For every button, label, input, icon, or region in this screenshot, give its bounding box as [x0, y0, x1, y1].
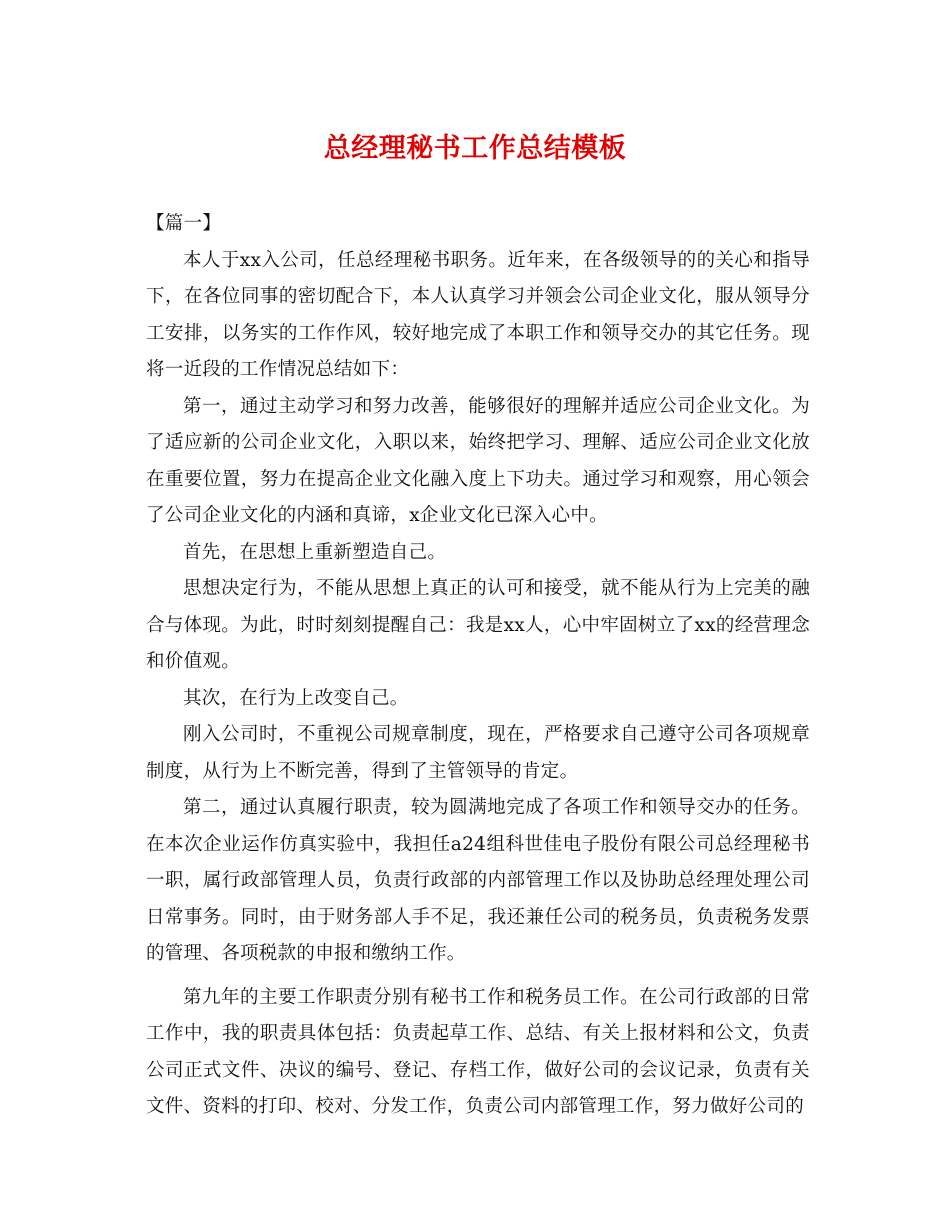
section-heading: 【篇一】 — [146, 213, 222, 234]
paragraph: 刚入公司时，不重视公司规章制度，现在，严格要求自己遵守公司各项规章制度，从行为上不断完善，得到了主管领导的肯定。 — [146, 724, 810, 782]
paragraph: 首先，在思想上重新塑造自己。 — [183, 541, 447, 563]
paragraph: 第二，通过认真履行职责，较为圆满地完成了各项工作和领导交办的任务。在本次企业运作仿真实验中，我担任a24组科世佳电子股份有限公司总经理秘书一职，属行政部管理人员，负责行政部的内部管理工作以及协助总经理处理公司日常事务。同时，由于财务部人手不足，我还兼任公司的税务员，负责税务发票的管理、各项税款的申报和缴纳工作。 — [146, 797, 810, 964]
paragraph: 其次，在行为上改变自己。 — [183, 687, 409, 709]
document-title: 总经理秘书工作总结模板 — [323, 133, 627, 164]
paragraph: 本人于xx入公司，任总经理秘书职务。近年来，在各级领导的的关心和指导下，在各位同事的密切配合下，本人认真学习并领会公司企业文化，服从领导分工安排，以务实的工作作风，较好地完成了本职工作和领导交办的其它任务。现将一近段的工作情况总结如下： — [146, 249, 810, 380]
document-body — [146, 206, 810, 1126]
paragraph: 思想决定行为，不能从思想上真正的认可和接受，就不能从行为上完美的融合与体现。为此，时时刻刻提醒自己：我是xx人，心中牢固树立了xx的经营理念和价值观。 — [146, 578, 810, 672]
paragraph: 第九年的主要工作职责分别有秘书工作和税务员工作。在公司行政部的日常工作中，我的职责具体包括：负责起草工作、总结、有关上报材料和公文，负责公司正式文件、决议的编号、登记、存档工作，做好公司的会议记录，负责有关文件、资料的打印、校对、分发工作，负责公司内部管理工作，努力做好公司的 — [146, 986, 810, 1117]
paragraph: 第一，通过主动学习和努力改善，能够很好的理解并适应公司企业文化。为了适应新的公司企业文化，入职以来，始终把学习、理解、适应公司企业文化放在重要位置，努力在提高企业文化融入度上下功夫。通过学习和观察，用心领会了公司企业文化的内涵和真谛，x企业文化已深入心中。 — [146, 395, 810, 526]
